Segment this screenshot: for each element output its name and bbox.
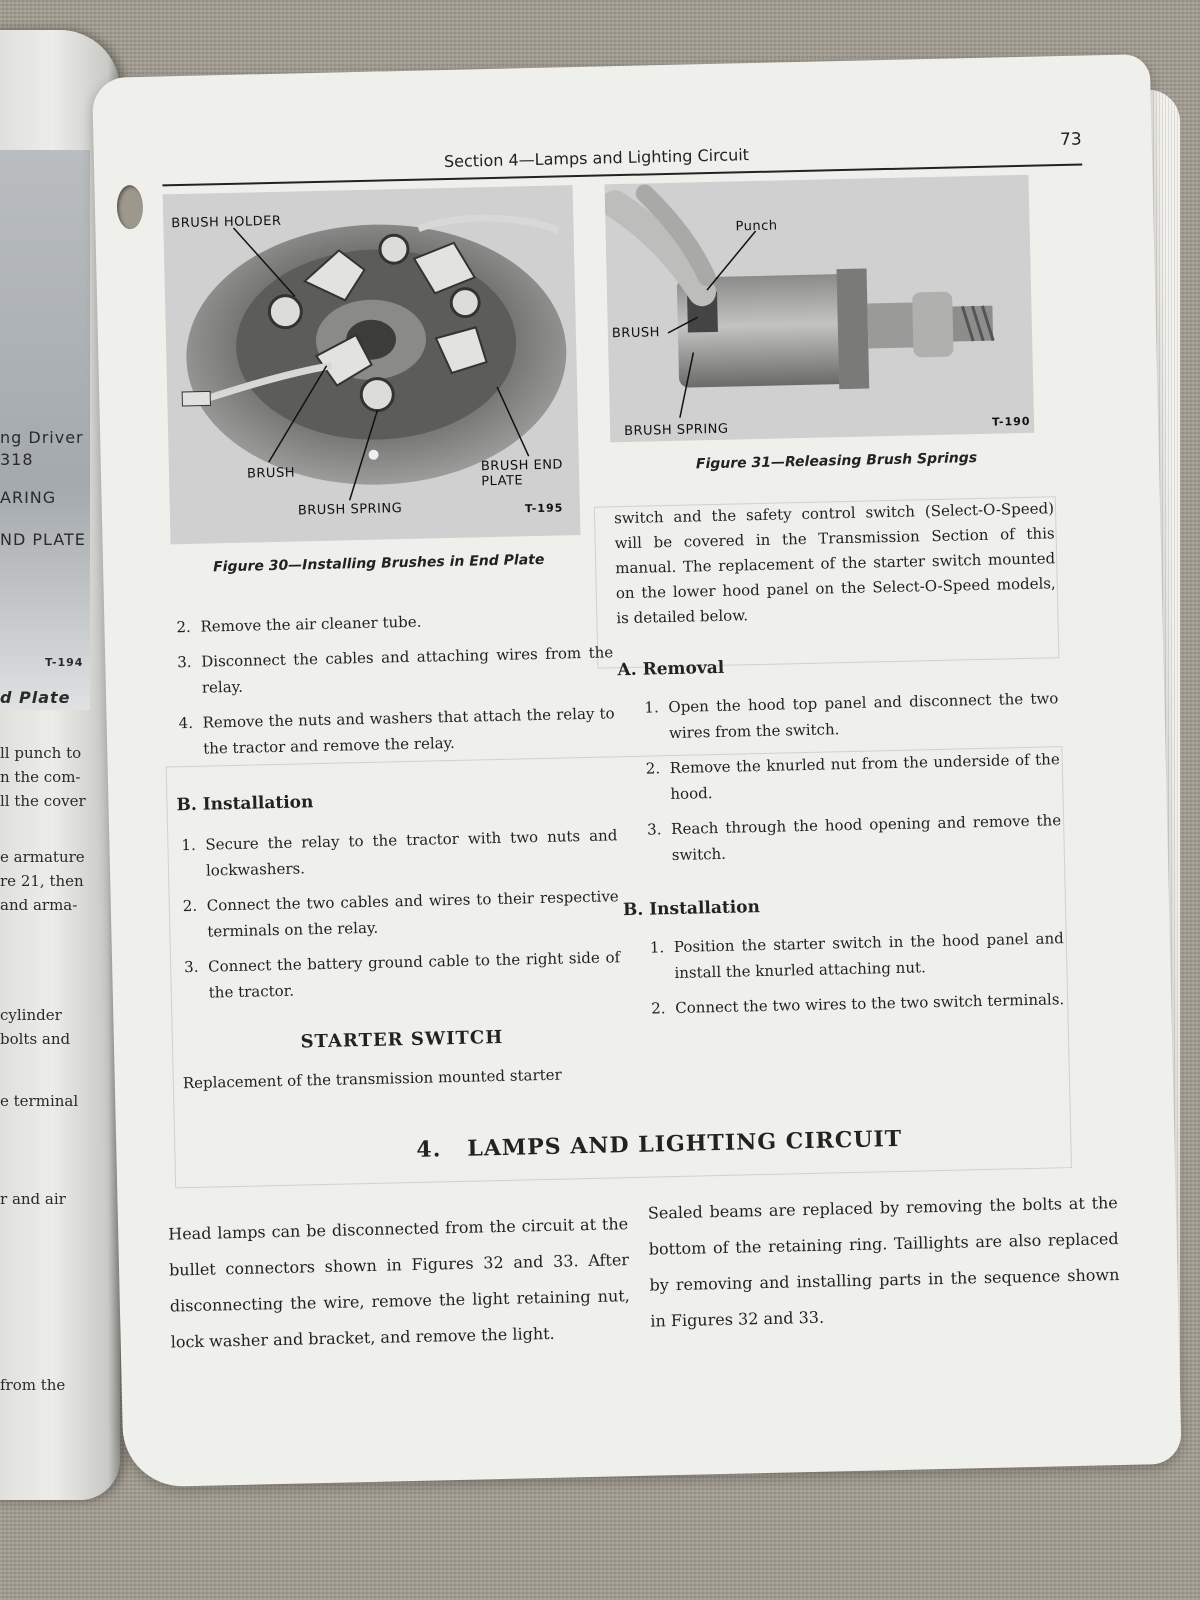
left-fragment: d Plate xyxy=(0,688,71,707)
list-item: 2. Remove the air cleaner tube. xyxy=(176,612,422,637)
list-item: 1. Position the starter switch in the hood panel and install the knurled attaching nut. xyxy=(649,929,1064,983)
figure-31-caption: Figure 31—Releasing Brush Springs xyxy=(695,450,978,473)
page-number: 73 xyxy=(1059,129,1082,151)
left-fragment: from the xyxy=(0,1376,66,1394)
label-brush: BRUSH xyxy=(246,465,296,482)
installation-steps xyxy=(177,822,621,1006)
removal-steps xyxy=(172,604,615,762)
starter-switch-paragraph: Replacement of the transmission mounted starter xyxy=(182,1065,562,1093)
section-number: 4. xyxy=(416,1136,442,1163)
list-item: 3. Connect the battery ground cable to the right side of the tractor. xyxy=(183,948,621,1002)
label-punch: Punch xyxy=(735,218,778,235)
left-fragment: e armature xyxy=(0,848,85,866)
left-fragment: and arma- xyxy=(0,896,78,914)
left-fragment: n the com- xyxy=(0,768,81,786)
list-item: 2. Connect the two cables and wires to their respective terminals on the relay. xyxy=(182,887,619,941)
label-brush-holder: BRUSH HOLDER xyxy=(171,213,282,232)
left-fragment: ll the cover xyxy=(0,792,86,810)
figure-code: T-195 xyxy=(524,501,564,516)
label-brush-spring: BRUSH SPRING xyxy=(297,501,403,519)
installation-steps xyxy=(624,925,1066,1022)
left-fragment: ll punch to xyxy=(0,744,82,762)
left-fragment: r and air xyxy=(0,1190,66,1208)
label-brush-spring: BRUSH SPRING xyxy=(623,421,729,440)
list-item: 4. Remove the nuts and washers that attach the relay to the tractor and remove the relay. xyxy=(178,704,615,758)
list-item: 1. Open the hood top panel and disconnect the two wires from the switch. xyxy=(644,689,1059,743)
left-fragment: T-194 xyxy=(45,656,84,669)
starter-motor-illustration xyxy=(605,175,1035,443)
brush-end-plate-illustration xyxy=(163,185,581,544)
list-item: 2. Remove the knurled nut from the underside of the hood. xyxy=(645,750,1060,804)
figure-31 xyxy=(605,175,1035,443)
section-4-right-paragraph: Sealed beams are replaced by removing the bolts at the bottom of the retaining ring. Taillights are also replaced by removing and installing parts in the sequence shown in Figures 32 and 33. xyxy=(647,1193,1120,1331)
binder-hole xyxy=(116,185,143,230)
left-fragment: ng Driver xyxy=(0,428,84,447)
section-title: LAMPS AND LIGHTING CIRCUIT xyxy=(467,1125,903,1162)
left-fragment: cylinder xyxy=(0,1006,62,1024)
left-fragment: ND PLATE xyxy=(0,530,86,549)
figure-30-caption: Figure 30—Installing Brushes in End Plate xyxy=(212,551,545,576)
list-item: 1. Secure the relay to the tractor with two nuts and lockwashers. xyxy=(181,826,618,880)
left-fragment: e terminal xyxy=(0,1092,79,1110)
section-4-left-paragraph: Head lamps can be disconnected from the circuit at the bullet connectors shown in Figures 32 and 33. After disconnecting the wire, remove the light retaining nut, lock washer and bracket, and remove the light. xyxy=(168,1214,630,1352)
list-item: 2. Connect the two wires to the two switch terminals. xyxy=(651,990,1065,1018)
manual-page xyxy=(92,54,1182,1488)
removal-heading: A. Removal xyxy=(617,657,725,681)
list-item: 3. Reach through the hood opening and remove the switch. xyxy=(646,811,1062,865)
header-title: Section 4—Lamps and Lighting Circuit xyxy=(443,145,750,172)
label-brush-end-plate: BRUSH END PLATE xyxy=(480,457,564,490)
left-fragment: bolts and xyxy=(0,1030,71,1048)
figure-30 xyxy=(163,185,581,544)
left-column xyxy=(172,604,623,1096)
left-fragment: ARING xyxy=(0,488,57,507)
list-item: 3. Disconnect the cables and attaching wires from the relay. xyxy=(177,643,614,697)
removal-steps xyxy=(618,685,1062,869)
figure-code: T-190 xyxy=(991,414,1031,429)
label-brush: BRUSH xyxy=(611,325,661,342)
left-fragment: 318 xyxy=(0,450,34,469)
installation-heading: B. Installation xyxy=(176,792,314,816)
starter-intro-paragraph: switch and the safety control switch (Select-O-Speed) will be covered in the Transmission Section of this manual. The replacement of the starter switch mounted on the lower hood panel on the Select-O-Speed models, is detailed below. xyxy=(613,499,1056,628)
right-column xyxy=(614,496,1066,1031)
left-fragment: re 21, then xyxy=(0,872,84,890)
installation-heading: B. Installation xyxy=(622,897,761,921)
starter-switch-heading: STARTER SWITCH xyxy=(300,1026,504,1053)
